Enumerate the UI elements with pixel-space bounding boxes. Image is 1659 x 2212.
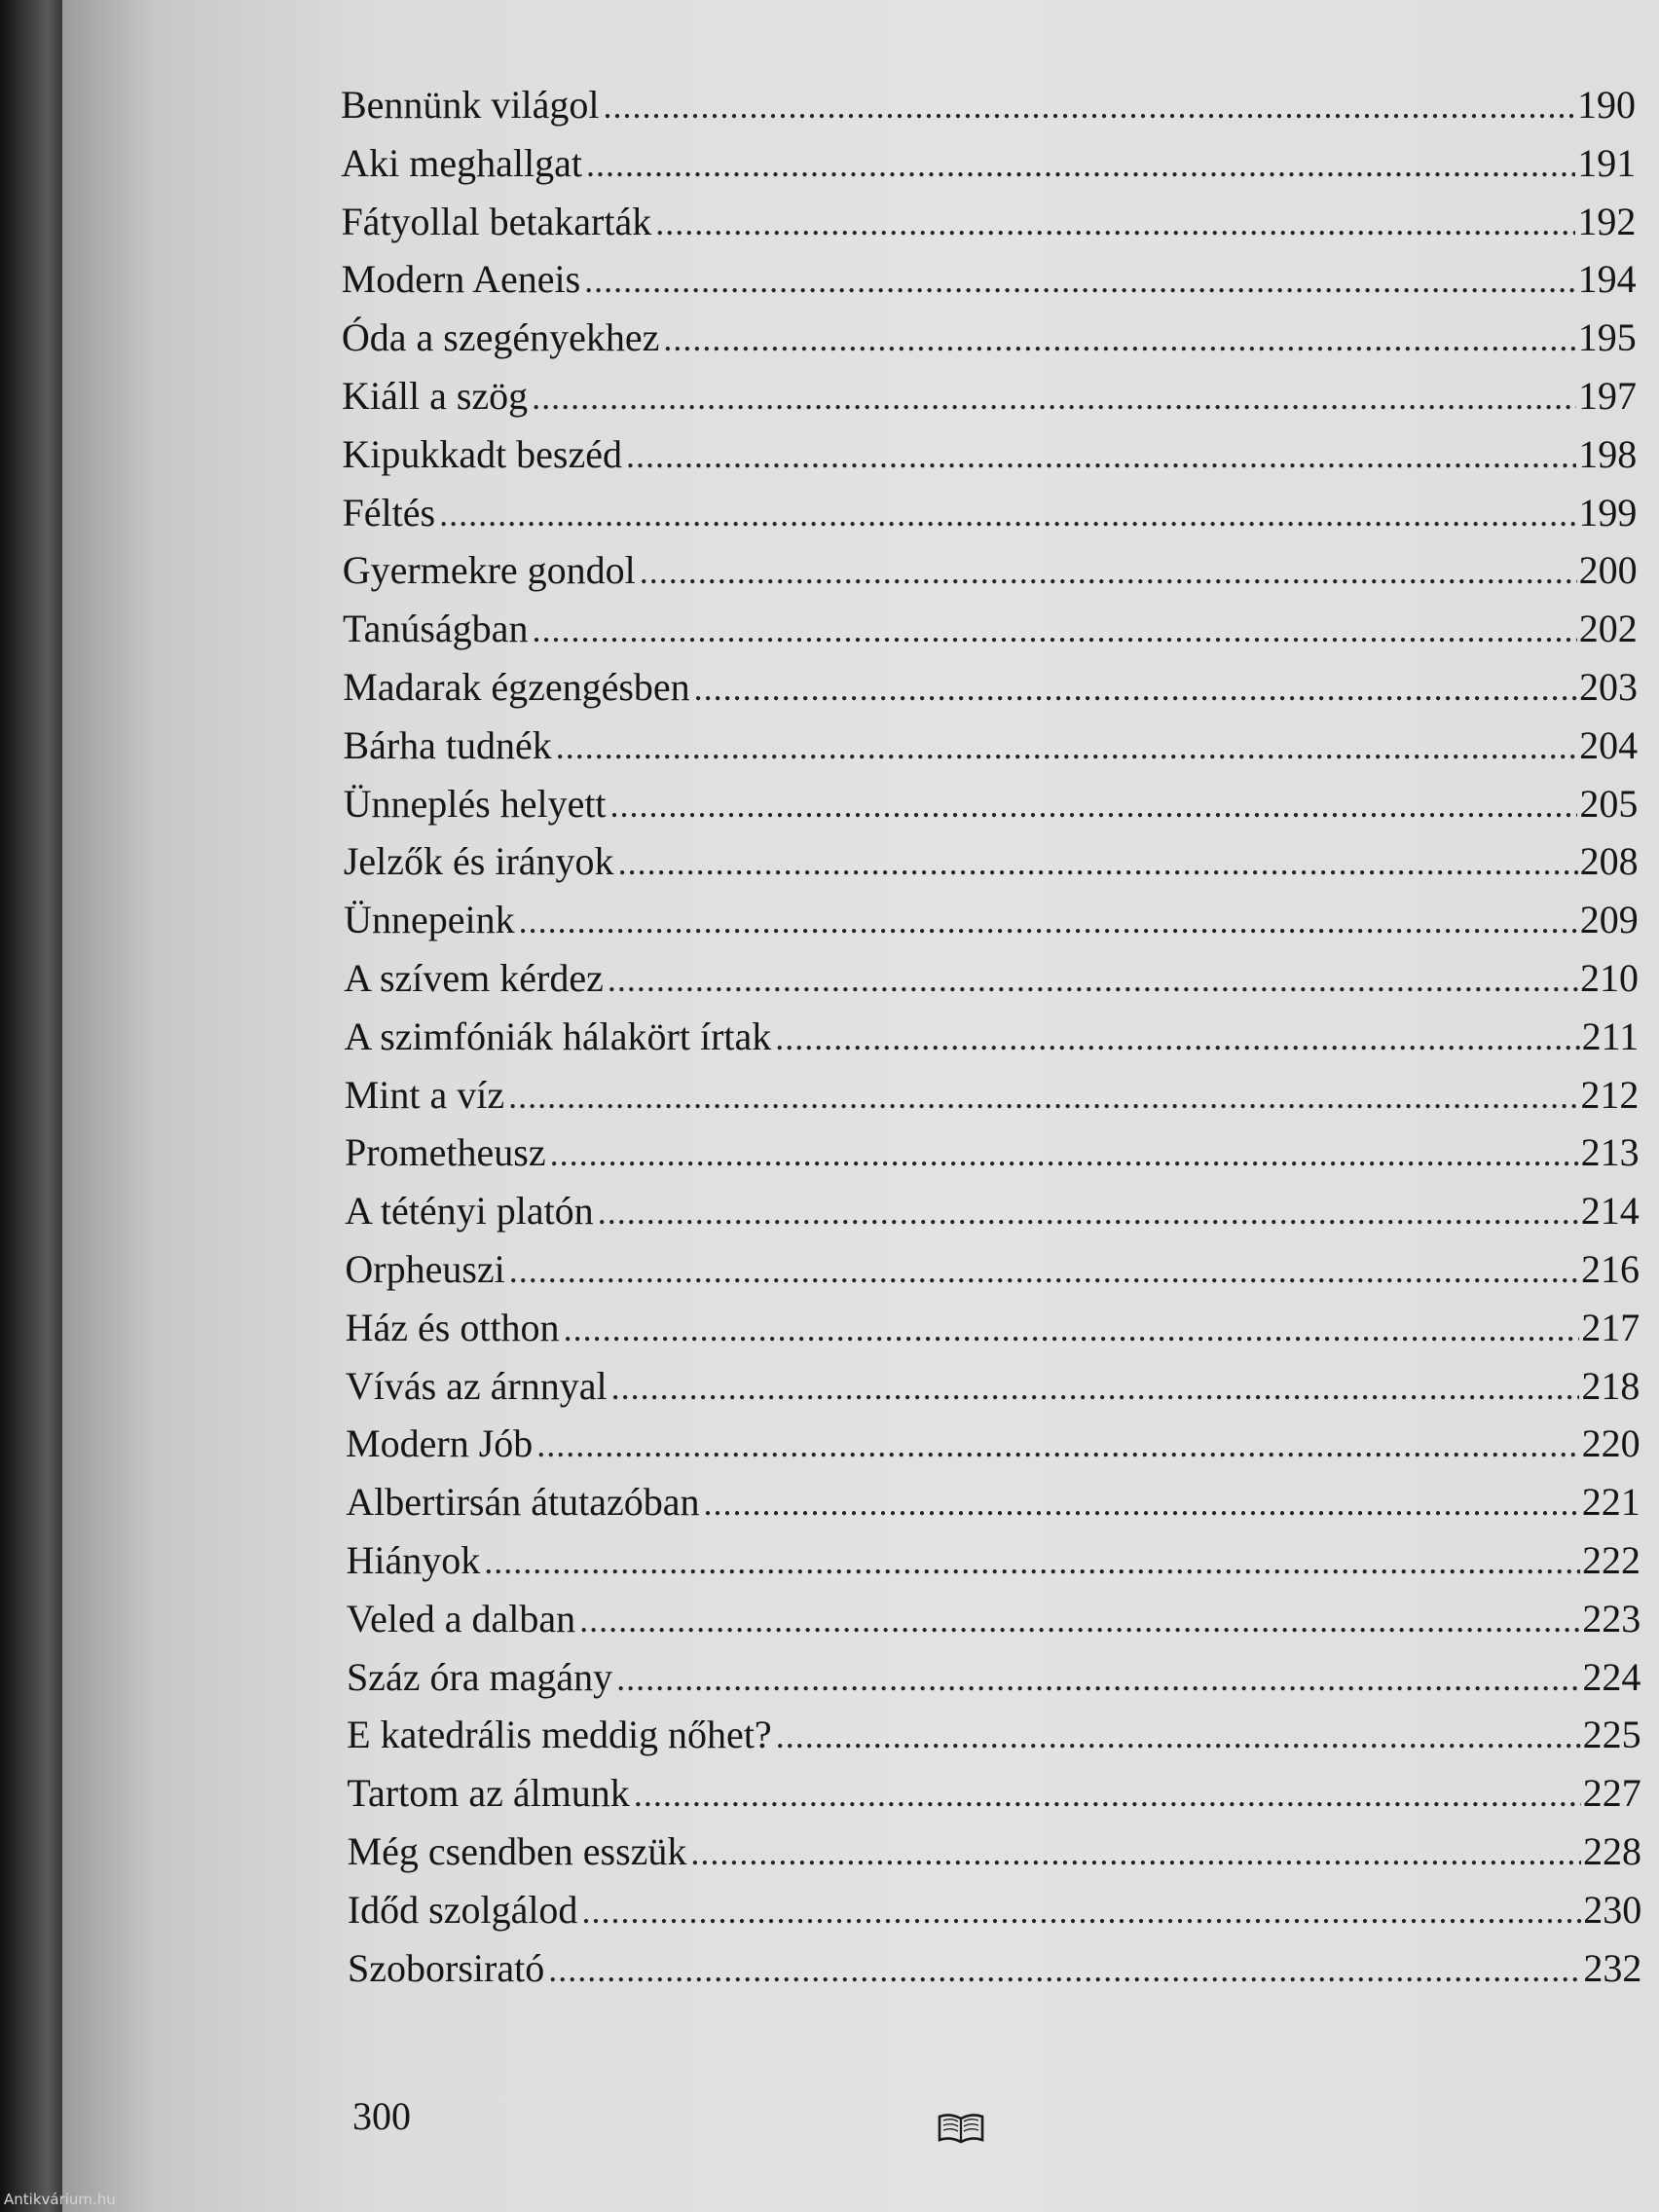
toc-title: A tétényi platón bbox=[345, 1189, 594, 1234]
toc-entry bbox=[344, 949, 1639, 1008]
dot-leader bbox=[581, 1882, 1581, 1940]
toc-title: Ünneplés helyett bbox=[343, 781, 607, 826]
toc-title: Veled a dalban bbox=[346, 1596, 576, 1641]
dot-leader bbox=[694, 659, 1577, 718]
toc-page-number: 190 bbox=[1577, 83, 1636, 127]
toc-title: Orpheuszi bbox=[345, 1247, 505, 1291]
toc-page-number: 230 bbox=[1583, 1887, 1642, 1932]
toc-title: Mint a víz bbox=[344, 1072, 505, 1117]
toc-page-number: 200 bbox=[1578, 548, 1638, 593]
toc-page-number: 197 bbox=[1577, 374, 1637, 418]
toc-entry bbox=[346, 1415, 1641, 1473]
toc-page-number: 209 bbox=[1579, 898, 1639, 942]
dot-leader bbox=[690, 1824, 1581, 1882]
toc-entry bbox=[346, 1299, 1641, 1357]
dot-leader bbox=[703, 1474, 1579, 1532]
toc-page-number: 224 bbox=[1582, 1654, 1641, 1699]
dot-leader bbox=[655, 194, 1575, 252]
toc-entry bbox=[345, 1182, 1640, 1240]
toc-title: Albertirsán átutazóban bbox=[346, 1480, 700, 1525]
toc-entry bbox=[347, 1648, 1641, 1707]
toc-entry bbox=[347, 1590, 1641, 1648]
toc-title: Szoborsirató bbox=[348, 1945, 545, 1990]
toc-title: Aki meghallgat bbox=[341, 140, 582, 185]
toc-entry bbox=[343, 541, 1638, 600]
dot-leader bbox=[550, 1124, 1579, 1183]
open-book-icon bbox=[937, 2111, 985, 2146]
toc-entry bbox=[341, 134, 1636, 193]
toc-title: Fátyollal betakarták bbox=[341, 199, 652, 243]
toc-title: Kiáll a szög bbox=[342, 374, 529, 418]
dot-leader bbox=[439, 485, 1576, 543]
dot-leader bbox=[634, 1765, 1581, 1824]
toc-entry bbox=[343, 717, 1638, 775]
dot-leader bbox=[548, 1940, 1581, 1999]
toc-page-number: 218 bbox=[1581, 1363, 1641, 1408]
dot-leader bbox=[598, 1183, 1579, 1241]
dot-leader bbox=[536, 1416, 1579, 1474]
toc-title: A szívem kérdez bbox=[344, 956, 604, 1000]
toc-title: Vívás az árnnyal bbox=[345, 1363, 608, 1408]
toc-title: Még csendben esszük bbox=[347, 1829, 687, 1873]
toc-title: Óda a szegényekhez bbox=[341, 315, 660, 360]
toc-page-number: 222 bbox=[1582, 1538, 1641, 1582]
toc-entry bbox=[344, 775, 1639, 833]
toc-title: Tartom az álmunk bbox=[347, 1771, 630, 1816]
dot-leader bbox=[616, 1649, 1580, 1708]
dot-leader bbox=[618, 833, 1578, 892]
dot-leader bbox=[663, 310, 1575, 368]
dot-leader bbox=[564, 1300, 1580, 1358]
toc-page-number: 232 bbox=[1583, 1945, 1642, 1990]
toc-entry bbox=[342, 367, 1637, 425]
toc-page-number: 194 bbox=[1577, 257, 1637, 302]
toc-entry bbox=[348, 1939, 1641, 1998]
toc-page-number: 212 bbox=[1580, 1072, 1640, 1117]
toc-entry bbox=[348, 1823, 1641, 1881]
toc-page-number: 227 bbox=[1582, 1771, 1641, 1816]
toc-page-number: 191 bbox=[1577, 140, 1637, 185]
dot-leader bbox=[640, 542, 1577, 601]
dot-leader bbox=[509, 1241, 1579, 1300]
toc-entry bbox=[348, 1881, 1641, 1939]
toc-page-number: 221 bbox=[1581, 1480, 1641, 1525]
dot-leader bbox=[556, 718, 1577, 776]
toc-title: Féltés bbox=[342, 490, 436, 535]
toc-page-number: 214 bbox=[1580, 1189, 1640, 1234]
toc-title: Madarak égzengésben bbox=[343, 665, 690, 709]
toc-entry bbox=[342, 309, 1637, 367]
watermark: Antikvárium.hu bbox=[4, 2191, 116, 2208]
dot-leader bbox=[775, 1009, 1579, 1067]
toc-title: Modern Aeneis bbox=[341, 257, 581, 302]
toc-title: Bennünk világol bbox=[341, 83, 600, 127]
toc-entry bbox=[341, 76, 1636, 134]
toc-title: E katedrális meddig nőhet? bbox=[347, 1713, 772, 1757]
dot-leader bbox=[776, 1707, 1581, 1765]
toc-title: Prometheusz bbox=[344, 1130, 546, 1175]
dot-leader bbox=[484, 1532, 1580, 1591]
toc-page-number: 216 bbox=[1580, 1247, 1640, 1291]
dot-leader bbox=[610, 776, 1578, 834]
toc-title: Jelzők és irányok bbox=[343, 839, 614, 884]
toc-entry bbox=[345, 1124, 1640, 1182]
dot-leader bbox=[508, 1067, 1578, 1125]
dot-leader bbox=[519, 892, 1578, 950]
toc-entry bbox=[347, 1706, 1641, 1764]
toc-title: A szimfóniák hálakört írtak bbox=[344, 1014, 772, 1058]
toc-title: Tanúságban bbox=[342, 607, 529, 651]
toc-title: Gyermekre gondol bbox=[342, 548, 636, 593]
dot-leader bbox=[584, 251, 1575, 310]
dot-leader bbox=[586, 135, 1575, 194]
page-number: 300 bbox=[352, 2094, 411, 2138]
toc-title: Modern Jób bbox=[346, 1421, 534, 1466]
toc-title: Száz óra magány bbox=[346, 1654, 613, 1699]
toc-title: Időd szolgálod bbox=[347, 1887, 578, 1932]
toc-page-number: 220 bbox=[1581, 1421, 1641, 1466]
toc-entry bbox=[343, 658, 1638, 717]
toc-page-number: 210 bbox=[1579, 956, 1639, 1000]
toc-title: Bárha tudnék bbox=[343, 722, 552, 767]
toc-title: Ünnepeink bbox=[344, 898, 515, 942]
toc-page-number: 205 bbox=[1579, 781, 1639, 826]
toc-title: Hiányok bbox=[346, 1538, 481, 1582]
toc-title: Ház és otthon bbox=[345, 1305, 560, 1349]
dot-leader bbox=[579, 1591, 1580, 1649]
toc-entry bbox=[346, 1357, 1641, 1416]
toc-entry bbox=[347, 1764, 1641, 1823]
toc-page-number: 198 bbox=[1578, 431, 1638, 476]
toc-entry bbox=[345, 1066, 1640, 1124]
toc-entry bbox=[344, 832, 1639, 891]
dot-leader bbox=[611, 1358, 1580, 1417]
toc-entry bbox=[343, 484, 1638, 542]
toc-entry bbox=[345, 1240, 1640, 1299]
page bbox=[62, 0, 1659, 2212]
toc-entry bbox=[345, 1008, 1640, 1066]
dot-leader bbox=[604, 77, 1575, 135]
toc-entry bbox=[344, 891, 1639, 949]
book-spine bbox=[0, 0, 68, 2212]
toc-page-number: 195 bbox=[1577, 315, 1637, 360]
toc-page-number: 211 bbox=[1581, 1014, 1640, 1058]
toc-page-number: 199 bbox=[1578, 490, 1638, 535]
toc-entry bbox=[346, 1473, 1641, 1531]
dot-leader bbox=[532, 368, 1576, 426]
toc-page-number: 228 bbox=[1582, 1829, 1641, 1873]
dot-leader bbox=[532, 601, 1576, 659]
toc-page-number: 225 bbox=[1582, 1713, 1641, 1757]
toc-page-number: 223 bbox=[1582, 1596, 1641, 1641]
toc-entry bbox=[347, 1531, 1641, 1590]
toc-title: Kipukkadt beszéd bbox=[342, 431, 623, 476]
toc-page-number: 202 bbox=[1578, 607, 1638, 651]
toc-page-number: 204 bbox=[1579, 722, 1639, 767]
toc-entry bbox=[342, 425, 1637, 484]
dot-leader bbox=[626, 426, 1576, 485]
toc-page-number: 213 bbox=[1580, 1130, 1640, 1175]
toc-page-number: 208 bbox=[1579, 839, 1639, 884]
dot-leader bbox=[608, 950, 1578, 1009]
toc-entry bbox=[342, 250, 1637, 309]
toc-page-number: 192 bbox=[1577, 199, 1637, 243]
toc-page-number: 217 bbox=[1581, 1305, 1641, 1349]
toc-entry bbox=[343, 600, 1638, 658]
toc-page-number: 203 bbox=[1578, 665, 1638, 709]
toc-entry bbox=[341, 193, 1636, 251]
